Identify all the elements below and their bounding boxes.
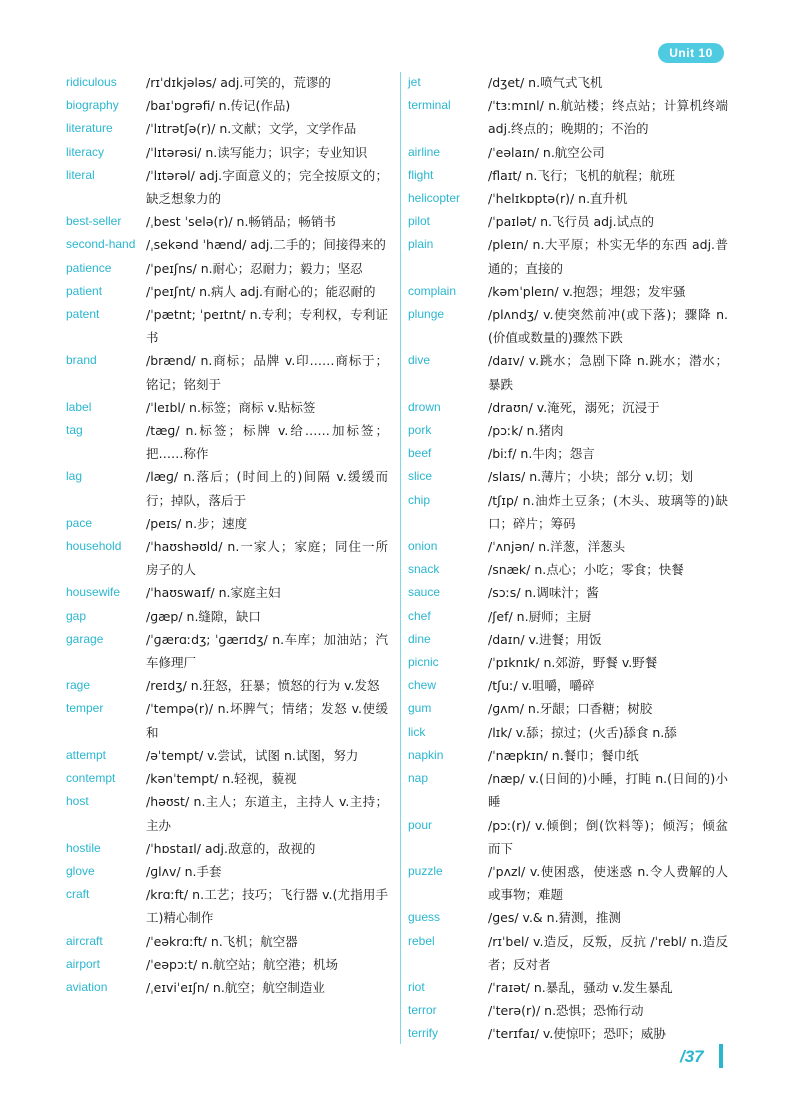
vocab-definition: /kənˈtempt/ n.轻视，藐视 (146, 771, 297, 787)
vocab-word: riot (408, 979, 425, 994)
vocab-entry (66, 280, 388, 303)
vocab-word: best-seller (66, 214, 122, 229)
vocab-definition: /ˈpeɪʃns/ n.耐心；忍耐力；毅力；坚忍 (146, 260, 363, 276)
vocab-definition: /tæɡ/ n.标签；标牌 v.给……加标签；把……称作 (146, 423, 388, 462)
vocab-entry (408, 164, 728, 187)
vocab-definition: /tʃɪp/ n.油炸土豆条；(木头、玻璃等的)缺口；碎片；筹码 (488, 492, 728, 531)
vocab-entry (408, 94, 728, 140)
vocab-entry (66, 141, 388, 164)
unit-badge: Unit 10 (658, 43, 724, 63)
vocab-word: plain (408, 237, 434, 252)
vocab-definition: /ɡæp/ n.缝隙，缺口 (146, 608, 261, 624)
vocab-word: brand (66, 353, 97, 368)
vocab-definition: /ˈlɪtrətʃə(r)/ n.文献；文学，文学作品 (146, 121, 357, 137)
vocab-word: garage (66, 631, 104, 646)
vocab-definition: /ˈeəpɔːt/ n.航空站；航空港；机场 (146, 956, 339, 972)
vocab-word: airline (408, 144, 441, 159)
vocab-entry (66, 628, 388, 674)
vocab-definition: /slaɪs/ n.薄片；小块；部分 v.切；划 (488, 469, 693, 485)
vocab-definition: /plʌndʒ/ v.使突然前冲(或下落)；骤降 n.(价值或数量的)骤然下跌 (488, 307, 728, 346)
vocab-word: gap (66, 608, 87, 623)
vocab-definition: /ˈhɒstaɪl/ adj.敌意的，敌视的 (146, 840, 316, 856)
vocab-word: glove (66, 863, 95, 878)
vocab-word: lag (66, 469, 83, 484)
vocab-definition: /ˈhaʊswaɪf/ n.家庭主妇 (146, 585, 281, 601)
vocab-word: literacy (66, 144, 105, 159)
vocab-entry (408, 187, 728, 210)
vocab-definition: /ˈtɜːmɪnl/ n.航站楼；终点站；计算机终端 adj.终点的；晚期的；不治的 (488, 98, 728, 137)
vocab-entry (408, 558, 728, 581)
vocab-entry (66, 767, 388, 790)
vocab-word: flight (408, 167, 434, 182)
vocab-definition: /ˈeəlaɪn/ n.航空公司 (488, 144, 605, 160)
page-number-bar (719, 1044, 723, 1068)
vocab-definition: /ˌsekənd ˈhænd/ adj.二手的；间接得来的 (146, 237, 386, 253)
vocab-entry (408, 1022, 728, 1045)
vocab-word: patent (66, 307, 100, 322)
vocab-entry (408, 976, 728, 999)
vocab-definition: /snæk/ n.点心；小吃；零食；快餐 (488, 562, 684, 578)
vocab-word: terror (408, 1003, 437, 1018)
page-number: /37 (680, 1047, 704, 1066)
vocab-entry (66, 697, 388, 743)
vocab-word: pilot (408, 214, 431, 229)
vocab-word: ridiculous (66, 75, 117, 89)
vocab-word: napkin (408, 747, 444, 762)
vocab-word: housewife (66, 585, 121, 600)
vocab-entry (408, 767, 728, 813)
vocab-definition: /ˈpɪknɪk/ n.郊游，野餐 v.野餐 (488, 655, 658, 671)
column-divider (400, 72, 401, 1044)
vocab-word: terrify (408, 1026, 438, 1041)
vocab-entry (408, 628, 728, 651)
vocab-definition: /ˈlɪtərəl/ adj.字面意义的；完全按原文的；缺乏想象力的 (146, 167, 388, 207)
vocab-entry (408, 906, 728, 929)
vocab-word: airport (66, 956, 101, 971)
vocab-definition: /pleɪn/ n.大平原；朴实无华的东西 adj.普通的；直接的 (488, 237, 728, 276)
vocab-entry (66, 860, 388, 883)
vocab-definition: /ʃef/ n.厨师；主厨 (488, 608, 592, 624)
vocab-word: jet (408, 75, 421, 89)
vocab-entry (66, 233, 388, 256)
vocab-word: pace (66, 515, 93, 530)
vocab-entry (408, 465, 728, 488)
vocab-entry (408, 210, 728, 233)
vocab-word: aircraft (66, 933, 103, 948)
vocab-definition: /ˈleɪbl/ n.标签；商标 v.贴标签 (146, 399, 316, 415)
vocab-word: host (66, 794, 89, 809)
vocab-word: slice (408, 469, 433, 484)
vocab-word: terminal (408, 98, 451, 113)
vocab-word: household (66, 539, 122, 554)
vocab-word: pork (408, 423, 432, 438)
vocab-definition: /ˈpeɪʃnt/ n.病人 adj.有耐心的；能忍耐的 (146, 283, 376, 299)
vocab-definition: /flaɪt/ n.飞行；飞机的航程；航班 (488, 167, 675, 183)
vocab-entry (408, 860, 728, 906)
vocab-entry (66, 790, 388, 836)
vocab-word: snack (408, 562, 440, 577)
vocab-word: literature (66, 121, 113, 136)
vocab-definition: /læɡ/ n.落后；(时间上的)间隔 v.缓缓而行；掉队，落后于 (146, 469, 388, 508)
vocab-definition: /draʊn/ v.淹死，溺死；沉浸于 (488, 399, 660, 415)
vocab-definition: /kəmˈpleɪn/ v.抱怨；埋怨；发牢骚 (488, 283, 686, 299)
vocab-entry (408, 396, 728, 419)
vocab-entry (66, 512, 388, 535)
vocab-word: drown (408, 399, 441, 414)
vocab-definition: /reɪdʒ/ n.狂怒，狂暴；愤怒的行为 v.发怒 (146, 678, 380, 694)
vocab-word: pour (408, 817, 433, 832)
vocab-word: lick (408, 724, 426, 739)
vocab-entry (408, 233, 728, 279)
vocab-definition: /rɪˈdɪkjələs/ adj.可笑的，荒谬的 (146, 75, 331, 90)
vocab-definition: /brænd/ n.商标；品牌 v.印……商标于；铭记；铭刻于 (146, 353, 388, 392)
vocab-entry (66, 419, 388, 465)
vocab-word: puzzle (408, 863, 443, 878)
vocab-entry (66, 837, 388, 860)
vocab-word: onion (408, 539, 438, 554)
vocab-definition: /krɑːft/ n.工艺；技巧；飞行器 v.(尤指用手工)精心制作 (146, 887, 388, 926)
vocab-definition: /ˈpætnt; ˈpeɪtnt/ n.专利；专利权，专利证书 (146, 307, 388, 346)
vocab-entry (408, 419, 728, 442)
vocab-definition: /pɔː(r)/ v.倾倒；倒(饮料等)；倾泻；倾盆而下 (488, 817, 728, 856)
vocab-definition: /lɪk/ v.舔；掠过；(火舌)舔食 n.舔 (488, 724, 677, 740)
vocab-word: gum (408, 701, 432, 716)
vocab-word: guess (408, 910, 441, 925)
vocab-entry (66, 210, 388, 233)
vocab-entry (66, 71, 388, 94)
vocab-word: rage (66, 678, 91, 693)
vocab-word: nap (408, 771, 429, 786)
vocab-definition: /ˌeɪviˈeɪʃn/ n.航空；航空制造业 (146, 979, 325, 995)
vocab-entry (408, 674, 728, 697)
vocab-entry (66, 744, 388, 767)
vocab-entry (66, 605, 388, 628)
vocab-definition: /daɪv/ v.跳水；急剧下降 n.跳水；潜水；暴跌 (488, 353, 728, 392)
vocab-definition: /pɔːk/ n.猪肉 (488, 423, 564, 439)
vocab-entry (408, 930, 728, 976)
vocab-word: complain (408, 283, 457, 298)
vocab-definition: /həʊst/ n.主人；东道主，主持人 v.主持；主办 (146, 794, 388, 833)
vocab-entry (408, 303, 728, 349)
vocab-definition: /ɡes/ v.& n.猜测，推测 (488, 910, 622, 926)
vocab-entry (66, 465, 388, 511)
vocab-definition: /ˈpʌzl/ v.使困惑，使迷惑 n.令人费解的人或事物；难题 (488, 863, 728, 903)
vocab-word: tag (66, 423, 83, 438)
vocab-word: aviation (66, 979, 108, 994)
vocab-entry (66, 117, 388, 140)
left-column (66, 71, 388, 999)
vocab-entry (408, 141, 728, 164)
vocab-word: dine (408, 631, 431, 646)
vocab-entry (66, 581, 388, 604)
vocab-definition: /ˈeəkrɑːft/ n.飞机；航空器 (146, 933, 298, 949)
vocab-definition: /næp/ v.(日间的)小睡，打盹 n.(日间的)小睡 (488, 771, 728, 810)
vocab-definition: /rɪˈbel/ v.造反，反叛，反抗 /ˈrebl/ n.造反者；反对者 (488, 933, 728, 972)
vocab-word: biography (66, 98, 119, 113)
vocab-definition: /ˈraɪət/ n.暴乱，骚动 v.发生暴乱 (488, 979, 673, 995)
vocab-entry (408, 651, 728, 674)
vocab-entry (66, 976, 388, 999)
vocab-definition: /baɪˈɒɡrəfi/ n.传记(作品) (146, 98, 291, 114)
vocab-word: temper (66, 701, 104, 716)
vocab-word: dive (408, 353, 431, 368)
vocab-word: label (66, 399, 92, 414)
vocab-entry (408, 349, 728, 395)
vocab-entry (408, 280, 728, 303)
vocab-entry (408, 71, 728, 94)
vocab-entry (66, 164, 388, 210)
vocab-definition: /ˈhelɪkɒptə(r)/ n.直升机 (488, 191, 628, 207)
vocab-word: picnic (408, 655, 439, 670)
vocab-word: contempt (66, 771, 116, 786)
vocab-entry (408, 489, 728, 535)
vocab-definition: /əˈtempt/ v.尝试，试图 n.试图，努力 (146, 747, 359, 763)
vocab-entry (408, 999, 728, 1022)
vocab-word: chip (408, 492, 431, 507)
vocab-entry (408, 605, 728, 628)
vocab-entry (66, 674, 388, 697)
vocab-definition: /ˈterə(r)/ n.恐惧；恐怖行动 (488, 1003, 644, 1019)
vocab-entry (66, 930, 388, 953)
vocab-definition: /biːf/ n.牛肉；怨言 (488, 446, 595, 462)
vocab-definition: /sɔːs/ n.调味汁；酱 (488, 585, 599, 601)
vocab-entry (66, 883, 388, 929)
vocab-definition: /tʃuː/ v.咀嚼，嚼碎 (488, 678, 595, 694)
vocab-word: patience (66, 260, 112, 275)
vocab-definition: /ˈlɪtərəsi/ n.读写能力；识字；专业知识 (146, 144, 368, 160)
vocab-word: helicopter (408, 191, 461, 206)
vocab-entry (66, 396, 388, 419)
vocab-entry (66, 257, 388, 280)
vocab-word: patient (66, 283, 103, 298)
vocab-word: plunge (408, 307, 445, 322)
vocab-definition: /ˈnæpkɪn/ n.餐巾；餐巾纸 (488, 747, 639, 763)
vocab-definition: /ɡʌm/ n.牙龈；口香糖；树胶 (488, 701, 653, 717)
vocab-entry (66, 953, 388, 976)
vocab-word: literal (66, 167, 95, 182)
vocab-entry (66, 535, 388, 581)
vocab-entry (408, 814, 728, 860)
vocab-definition: /dʒet/ n.喷气式飞机 (488, 75, 603, 90)
vocab-word: second-hand (66, 237, 136, 252)
vocab-entry (408, 744, 728, 767)
vocab-entry (408, 442, 728, 465)
vocab-definition: /daɪn/ v.进餐；用饭 (488, 631, 602, 647)
vocab-word: hostile (66, 840, 101, 855)
vocab-definition: /ˈɡærɑːdʒ; ˈɡærɪdʒ/ n.车库；加油站；汽车修理厂 (146, 631, 388, 671)
vocab-definition: /ˈhaʊshəʊld/ n.一家人；家庭；同住一所房子的人 (146, 539, 388, 578)
vocab-definition: /ɡlʌv/ n.手套 (146, 863, 222, 879)
vocab-entry (66, 94, 388, 117)
vocab-entry (66, 303, 388, 349)
vocab-entry (408, 535, 728, 558)
vocab-entry (66, 349, 388, 395)
vocab-definition: /ˈterɪfaɪ/ v.使惊吓；恐吓；威胁 (488, 1026, 666, 1042)
vocab-word: attempt (66, 747, 107, 762)
vocab-word: craft (66, 887, 90, 902)
vocab-entry (408, 697, 728, 720)
vocab-word: sauce (408, 585, 441, 600)
vocab-entry (408, 721, 728, 744)
vocab-word: beef (408, 446, 432, 461)
vocab-definition: /ˈpaɪlət/ n.飞行员 adj.试点的 (488, 214, 655, 230)
vocab-word: chew (408, 678, 437, 693)
vocab-entry (408, 581, 728, 604)
vocab-word: rebel (408, 933, 435, 948)
vocab-word: chef (408, 608, 431, 623)
vocab-definition: /ˈtempə(r)/ n.坏脾气；情绪；发怒 v.使缓和 (146, 701, 388, 740)
vocab-definition: /ˈʌnjən/ n.洋葱，洋葱头 (488, 539, 626, 555)
vocab-definition: /ˌbest ˈselə(r)/ n.畅销品；畅销书 (146, 214, 336, 230)
vocab-definition: /peɪs/ n.步；速度 (146, 515, 248, 531)
right-column (408, 71, 728, 1046)
